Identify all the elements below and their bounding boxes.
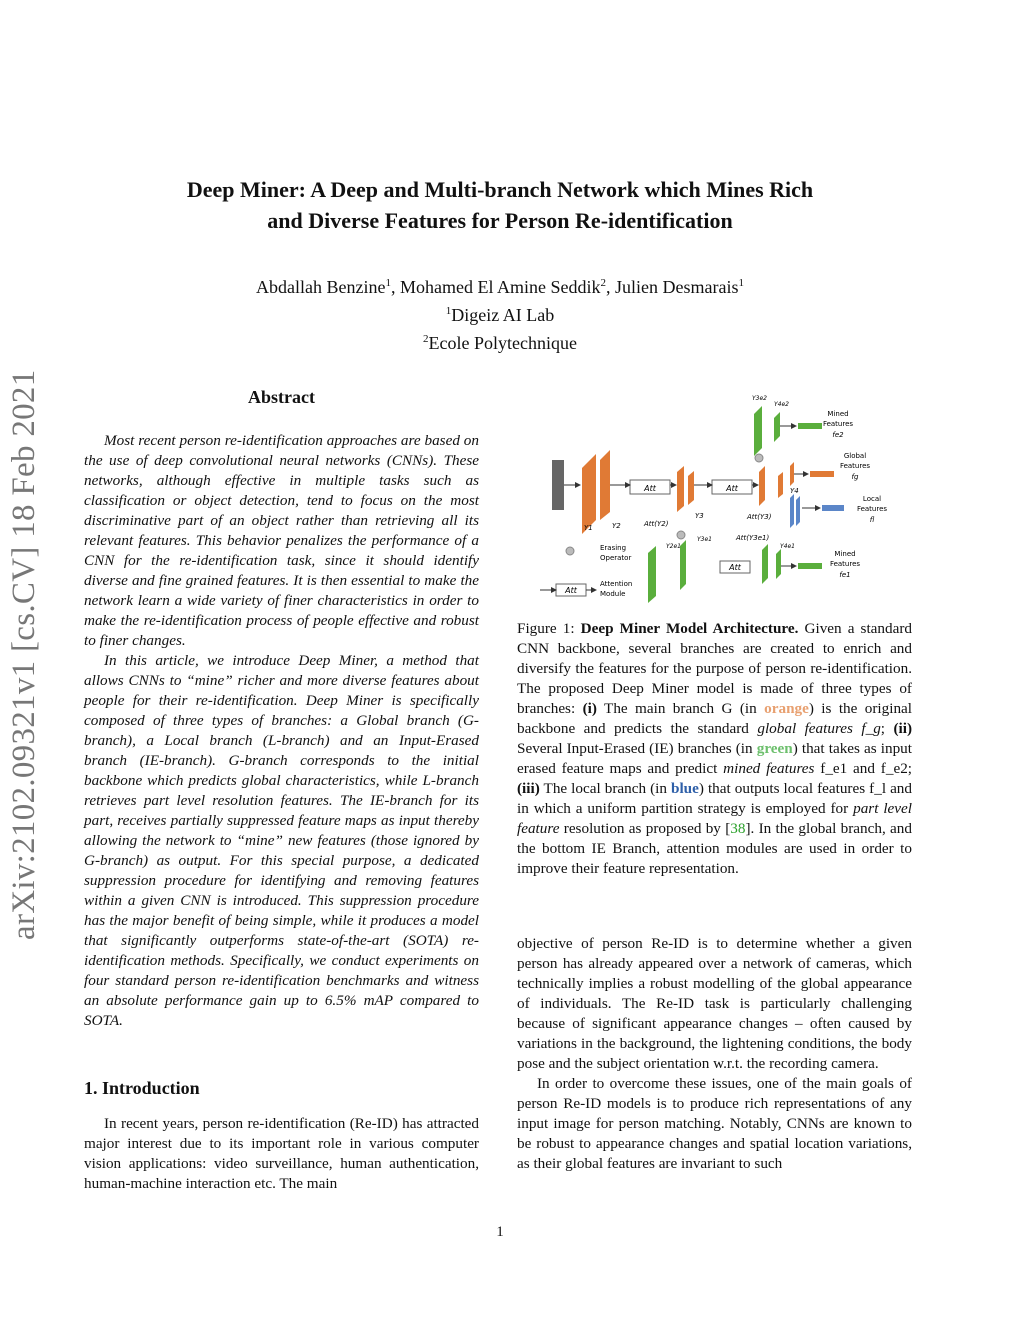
author-block bbox=[0, 271, 1000, 355]
citation-link[interactable]: 38 bbox=[730, 820, 746, 837]
svg-text:Local: Local bbox=[862, 495, 882, 503]
svg-text:Operator: Operator bbox=[600, 554, 632, 562]
local-feature-vector bbox=[822, 505, 844, 511]
svg-text:Erasing: Erasing bbox=[600, 544, 627, 552]
svg-text:Y3e2: Y3e2 bbox=[752, 395, 767, 402]
right-column-body bbox=[517, 934, 912, 1174]
title-line-1: Deep Miner: A Deep and Multi-branch Network which Mines Rich bbox=[186, 177, 814, 202]
paper-title bbox=[0, 174, 1000, 236]
affiliation-2: $^2$Ecole Polytechnique bbox=[423, 333, 577, 353]
svg-text:Y3: Y3 bbox=[695, 512, 704, 520]
svg-text:Global: Global bbox=[843, 452, 867, 460]
svg-text:Y4: Y4 bbox=[790, 487, 799, 495]
svg-text:fe2: fe2 bbox=[832, 431, 844, 439]
backbone-block-y3 bbox=[677, 466, 684, 512]
title-line-2: and Diverse Features for Person Re-identification bbox=[267, 208, 733, 233]
introduction-body bbox=[84, 1114, 479, 1194]
backbone-block-y1 bbox=[582, 454, 596, 534]
backbone-block-y4 bbox=[759, 466, 765, 506]
arxiv-identifier: arXiv:2102.09321v1 [cs.CV] 18 Feb 2021 bbox=[6, 369, 42, 940]
svg-text:Features: Features bbox=[829, 560, 861, 568]
mined-feature-vector-bottom bbox=[798, 563, 822, 569]
figure-architecture bbox=[540, 388, 920, 603]
svg-text:Att: Att bbox=[726, 484, 738, 493]
body-paragraph: In recent years, person re-identification (Re-ID) has attracted major interest due to its important role in various computer vision applications: video surveillance, human authentication, human-machine interaction etc. The main bbox=[84, 1115, 479, 1192]
author-name: Mohamed El Amine Seddik bbox=[400, 277, 601, 297]
abstract-heading: Abstract bbox=[248, 387, 315, 407]
global-feature-vector bbox=[810, 471, 834, 477]
ie-branch-top-block bbox=[754, 406, 762, 456]
input-image bbox=[552, 460, 564, 510]
ie-branch-bottom-block bbox=[648, 546, 656, 603]
svg-text:fg: fg bbox=[851, 473, 859, 481]
svg-text:fl: fl bbox=[869, 516, 875, 524]
svg-text:Features: Features bbox=[856, 505, 888, 513]
author-name: Abdallah Benzine bbox=[256, 277, 386, 297]
figure-caption: Figure 1: Deep Miner Model Architecture. Given a standard CNN backbone, several branches are created to enrich and diversify the features for the purpose of person re-identification. The proposed Deep Miner model is made of three types of branches: (i) The main branch G (in orange) is the original backbone and predicts the standard global features f_g; (ii) Several Input-Erased (IE) branches (in green) that takes as input erased feature maps and predict mined features f_e1 and f_e2; (iii) The local branch (in blue) that outputs local features f_l and in which a uniform partition strategy is employed for part level feature resolution as proposed by [38]. In the global branch, and the bottom IE Branch, attention modules are used in order to improve their feature representation. bbox=[517, 620, 913, 877]
svg-text:Mined: Mined bbox=[827, 410, 849, 418]
svg-text:Att(Y3): Att(Y3) bbox=[747, 513, 772, 521]
svg-text:Y4e1: Y4e1 bbox=[780, 543, 795, 550]
svg-text:Module: Module bbox=[600, 590, 626, 598]
svg-text:Y3e1: Y3e1 bbox=[697, 536, 712, 543]
affiliation-1: $^1$Digeiz AI Lab bbox=[445, 305, 555, 325]
legend-erasing-icon bbox=[566, 547, 574, 555]
local-branch-block bbox=[790, 494, 794, 528]
svg-text:Y2e1: Y2e1 bbox=[666, 543, 681, 550]
svg-text:Features: Features bbox=[839, 462, 871, 470]
svg-text:Att(Y2): Att(Y2) bbox=[644, 520, 669, 528]
svg-text:Attention: Attention bbox=[600, 580, 633, 588]
architecture-diagram bbox=[540, 388, 920, 603]
svg-text:Att: Att bbox=[644, 484, 656, 493]
abstract-paragraph: Most recent person re-identification approaches are based on the use of deep convolutional neural networks (CNNs). These networks, although effective in multiple tasks such as classification or object detection, tend to focus on the most discriminative part of an object rather than retrieving all its relevant features. This behavior penalizes the performance of a CNN for the re-identification task, since it should identify diverse and fine grained features. It is then essential to make the network learn a wide variety of finer characteristics in order to make the re-identification process of people effective and robust to finer changes. bbox=[84, 432, 479, 649]
svg-text:Att(Y3e1): Att(Y3e1) bbox=[736, 534, 770, 542]
author-list: Abdallah Benzine$^1$, Mohamed El Amine Seddik$^2$, Julien Desmarais$^1$ bbox=[256, 277, 744, 297]
svg-text:Y1: Y1 bbox=[584, 524, 593, 532]
author-name: Julien Desmarais bbox=[614, 277, 739, 297]
page-number: 1 bbox=[496, 1224, 504, 1240]
svg-text:Att: Att bbox=[565, 586, 577, 595]
svg-text:Y2: Y2 bbox=[612, 522, 621, 530]
backbone-block-y2 bbox=[600, 450, 610, 520]
body-paragraph: In order to overcome these issues, one of the main goals of person Re-ID models is to produce rich representations of any input image for person matching. Notably, CNNs are known to be robust to appearance changes and spatial location variations, as their global features are invariant to such bbox=[517, 1075, 912, 1172]
body-paragraph: objective of person Re-ID is to determine whether a given person has already appeared over a network of cameras, which technically implies a robust modelling of the global appearance of individuals. The Re-ID task is particularly challenging because of significant appearance changes – often caused by variations in the background, the lightening conditions, the body pose and the subject orientation w.r.t. the recording camera. bbox=[517, 935, 912, 1072]
svg-text:fe1: fe1 bbox=[839, 571, 851, 579]
svg-text:Att: Att bbox=[729, 563, 741, 572]
svg-text:Mined: Mined bbox=[834, 550, 856, 558]
mined-feature-vector-top bbox=[798, 423, 822, 429]
svg-text:Features: Features bbox=[822, 420, 854, 428]
erasing-operator-icon bbox=[755, 454, 763, 462]
abstract-paragraph: In this article, we introduce Deep Miner, a method that allows CNNs to “mine” richer and more diverse features about people for their re-identification. Deep Miner is specifically composed of three types of branches: a Global branch (G-branch), a Local branch (L-branch) and an Input-Erased branch (IE-branch). G-branch corresponds to the initial backbone which predicts global characteristics, while L-branch retrieves part level resolution features. The IE-branch for its part, receives partially suppressed feature maps as input thereby allowing the network to “mine” new features (those ignored by G-branch) as output. For this special purpose, a dedicated suppression procedure for identifying and removing features within a given CNN is introduced. This suppression procedure has the major benefit of being simple, while it produces a model that significantly outperforms state-of-the-art (SOTA) re-identification methods. Specifically, we conduct experiments on four standard person re-identification benchmarks and witness an absolute performance gain up to 6.5% mAP compared to SOTA. bbox=[84, 652, 479, 1029]
section-heading-introduction: 1. Introduction bbox=[84, 1078, 200, 1098]
abstract-body bbox=[84, 431, 479, 1031]
svg-text:Y4e2: Y4e2 bbox=[774, 401, 789, 408]
